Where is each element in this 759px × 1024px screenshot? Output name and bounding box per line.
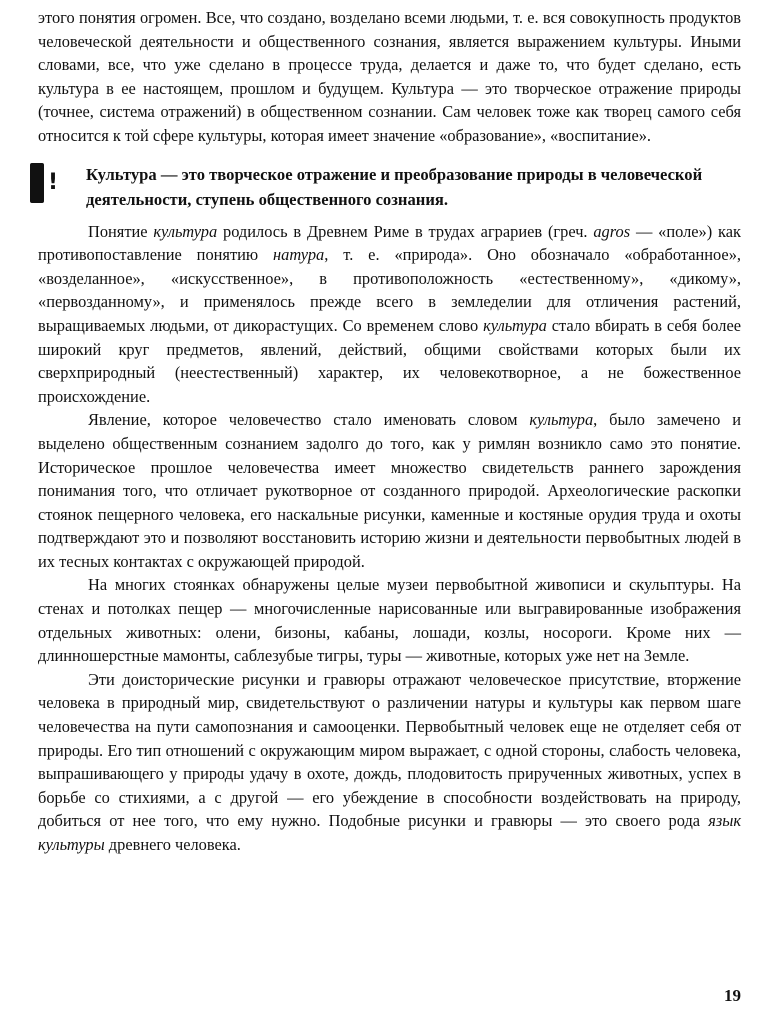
term-kultura: культура [529,410,594,430]
definition-callout [48,162,741,212]
text-span: стало вбирать в себя более широкий круг предметов, явлений, действий, общими свойствами которых были их сверхприродный (неестественный) характер, их человекотворное, а не божественное происхождение. [38,315,741,406]
paragraph-4: На многих стоянках обнаружены целые музеи первобытной живописи и скульптуры. На стенах и потолках пещер — многочисленные нарисованные или выгравированные изображения отдельных животных: олени, бизоны, кабаны, лошади, козлы, носороги. Кроме них — длинношерстные мамонты, саблезубые тигры, туры — животные, которых уже нет на Земле. [38,575,741,666]
text-span: Эти доисторические рисунки и гравюры отражают человеческое присутствие, вторжение человека в природный мир, свидетельствуют о различении натуры и культуры как первом шаге человечества на пути самопознания и самооценки. Первобытный человек еще не отделяет себя от природы. Его тип отношений с окружающим миром выражает, с одной стороны, слабость человека, выпрашивающего у природы удачу в охоте, дождь, плодовитость прирученных животных, успех в борьбе со стихиями, а с другой — его убеждение в способности воздействовать на природу, добиться от нее того, что ему нужно. Подобные рисунки и гравюры — это своего рода [38,669,741,831]
text-span: — «поле») как противопоставление понятию [38,221,741,265]
paragraph-intro: этого понятия огромен. Все, что создано, возделано всеми людьми, т. е. вся совокупность продуктов человеческой деятельности и общественного сознания, является выражением культуры. Иными словами, все, что уже сделано в процессе труда, делается и даже то, что будет сделано, есть культура в ее настоящем, прошлом и будущем. Культура — это творческое отражение природы (точнее, система отражений) в общественном сознании. Сам человек тоже как творец самого себя относится к той сфере культуры, которая имеет значение «образование», «воспитание». [38,8,741,145]
term-yazyk-kultury: язык культуры [38,811,741,854]
term-natura: натура [273,245,325,265]
body-text [38,220,741,857]
definition-text: Культура — это творческое отражение и преобразование природы в человеческой деятельности, ступень общественного сознания. [86,164,703,209]
paragraph-5 [38,668,741,857]
text-span: , т. е. «природа». Оно обозначало «обработанное», «возделанное», «искусственное», в противоположность «естественному», «дикому», «первозданному», и применялось прежде всего в земледелии для отличения растений, выращиваемых людьми, от дикорастущих. Со временем слово [38,245,741,335]
text-span: древнего человека. [104,835,241,854]
text-span: родилось в Древнем Риме в трудах аграриев (греч. [217,221,594,241]
exclamation-marker-icon [30,160,70,206]
term-kultura: культура [153,221,218,241]
term-agros: agros [593,221,631,241]
exclamation-icon: ! [48,170,59,196]
marker-bar [30,163,44,203]
text-span: , было замечено и выделено общественным сознанием задолго до того, как у римлян возникло само это понятие. Историческое прошлое человечества имеет множество свидетельств раннего зарождения понимания того, что отличает рукотворное от созданного природой. Археологические раскопки стоянок пещерного человека, его наскальные рисунки, каменные и костяные орудия труда и охоты подтверждают это и позволяют восстановить историю жизни и деятельности первобытных людей в их тесных контактах с окружающей природой. [38,410,741,571]
page-number: 19 [724,986,741,1005]
book-page [38,6,741,1016]
paragraph-3 [38,408,741,573]
term-kultura: культура [483,315,547,335]
paragraph-2 [38,220,741,409]
text-span: Понятие [88,221,154,241]
text-span: Явление, которое человечество стало именовать словом [88,410,530,430]
